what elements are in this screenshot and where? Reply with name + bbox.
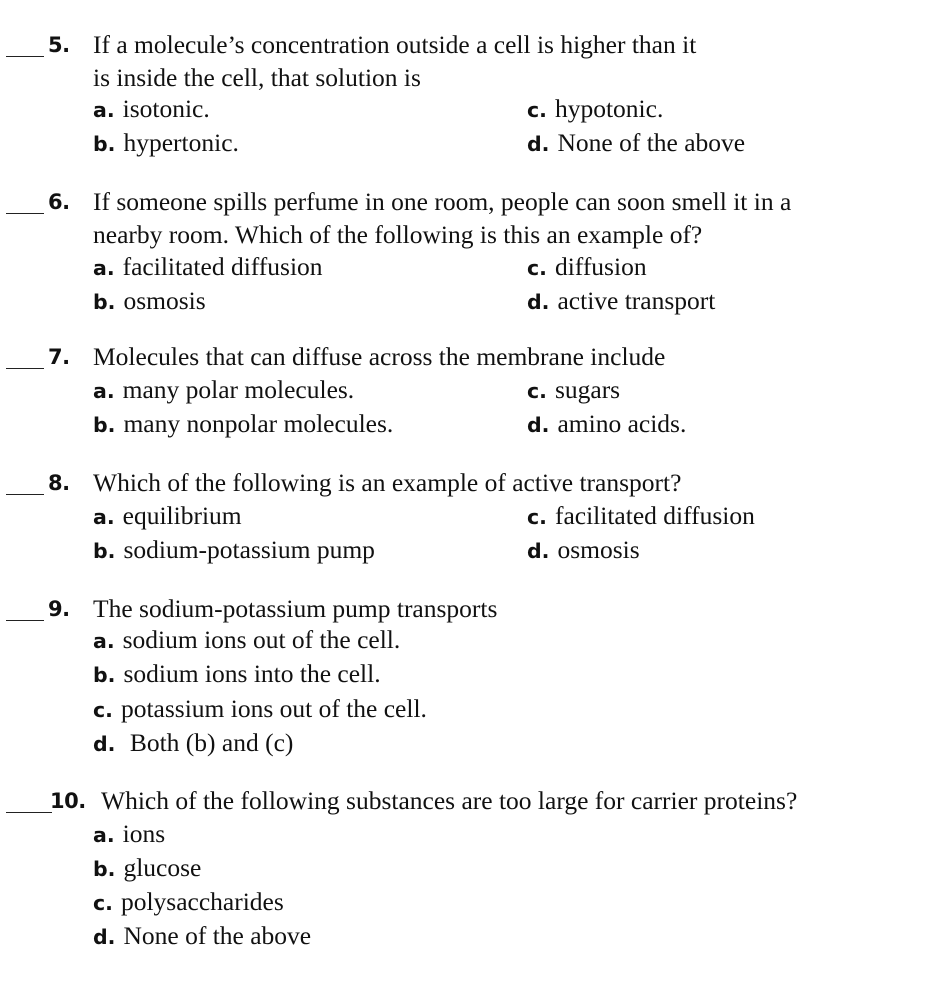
option-b[interactable]: b. sodium-potassium pump bbox=[93, 535, 375, 564]
option-c[interactable]: c. polysaccharides bbox=[93, 887, 284, 916]
question-number: 7. bbox=[48, 345, 70, 369]
question-number: 6. bbox=[48, 190, 70, 214]
option-d[interactable]: d. osmosis bbox=[527, 535, 640, 564]
option-c[interactable]: c. potassium ions out of the cell. bbox=[93, 694, 427, 723]
option-a[interactable]: a. facilitated diffusion bbox=[93, 252, 323, 281]
option-d[interactable]: d. Both (b) and (c) bbox=[93, 728, 294, 757]
answer-blank[interactable] bbox=[6, 494, 44, 495]
option-a[interactable]: a. sodium ions out of the cell. bbox=[93, 625, 401, 654]
question-stem: Molecules that can diffuse across the membrane include bbox=[93, 342, 666, 371]
option-a[interactable]: a. equilibrium bbox=[93, 501, 242, 530]
option-d[interactable]: d. active transport bbox=[527, 286, 716, 315]
option-a[interactable]: a. many polar molecules. bbox=[93, 375, 355, 404]
option-b[interactable]: b. sodium ions into the cell. bbox=[93, 659, 381, 688]
option-b[interactable]: b. glucose bbox=[93, 853, 202, 882]
answer-blank[interactable] bbox=[6, 368, 44, 369]
question-number: 10. bbox=[50, 789, 86, 813]
answer-blank[interactable] bbox=[6, 213, 44, 214]
option-c[interactable]: c. diffusion bbox=[527, 252, 647, 281]
question-number: 9. bbox=[48, 597, 70, 621]
option-b[interactable]: b. hypertonic. bbox=[93, 128, 239, 157]
option-d[interactable]: d. None of the above bbox=[93, 921, 312, 950]
question-stem: Which of the following is an example of active transport? bbox=[93, 468, 682, 497]
question-stem: Which of the following substances are too large for carrier proteins? bbox=[101, 786, 798, 815]
option-b[interactable]: b. osmosis bbox=[93, 286, 206, 315]
option-a[interactable]: a. isotonic. bbox=[93, 94, 210, 123]
option-d[interactable]: d. None of the above bbox=[527, 128, 746, 157]
option-c[interactable]: c. sugars bbox=[527, 375, 621, 404]
option-c[interactable]: c. hypotonic. bbox=[527, 94, 664, 123]
option-d[interactable]: d. amino acids. bbox=[527, 409, 687, 438]
option-b[interactable]: b. many nonpolar molecules. bbox=[93, 409, 394, 438]
option-a[interactable]: a. ions bbox=[93, 819, 166, 848]
answer-blank[interactable] bbox=[6, 812, 52, 813]
question-stem: If someone spills perfume in one room, people can soon smell it in a nearby room. Which of the following is this an example of? bbox=[93, 187, 792, 249]
question-number: 8. bbox=[48, 471, 70, 495]
answer-blank[interactable] bbox=[6, 56, 44, 57]
question-number: 5. bbox=[48, 33, 70, 57]
question-stem: If a molecule’s concentration outside a cell is higher than it is inside the cell, that solution is bbox=[93, 30, 697, 92]
answer-blank[interactable] bbox=[6, 620, 44, 621]
question-stem: The sodium-potassium pump transports bbox=[93, 594, 498, 623]
option-c[interactable]: c. facilitated diffusion bbox=[527, 501, 755, 530]
